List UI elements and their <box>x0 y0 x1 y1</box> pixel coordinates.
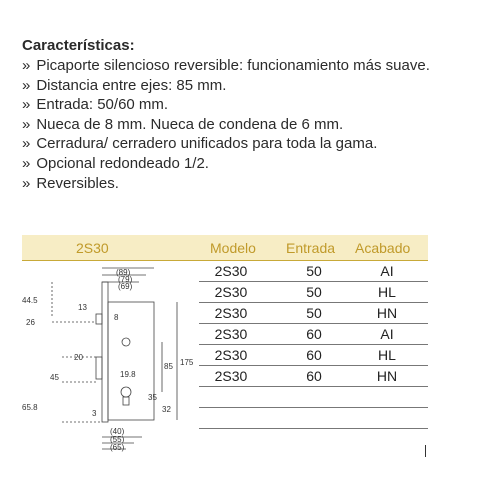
dim-label: 26 <box>26 318 35 327</box>
table-row <box>199 345 428 366</box>
cell-acabado: HL <box>378 347 396 363</box>
dim-label: 32 <box>162 405 171 414</box>
text-cursor <box>425 445 426 457</box>
dim-label: 175 <box>180 358 194 367</box>
lock-dimension-diagram <box>22 262 192 457</box>
bullet-mark: » <box>22 174 31 192</box>
dim-label: 19.8 <box>120 370 136 379</box>
feature-text: Opcional redondeado 1/2. <box>36 154 209 172</box>
dim-label: 3 <box>92 409 97 418</box>
cell-acabado: HL <box>378 284 396 300</box>
table-row <box>199 282 428 303</box>
cell-modelo: 2S30 <box>214 347 248 363</box>
bullet-mark: » <box>22 135 31 153</box>
feature-item <box>22 174 492 194</box>
cell-acabado: HN <box>376 368 398 384</box>
table-row-empty <box>199 387 428 408</box>
feature-text: Cerradura/ cerradero unificados para toda la gama. <box>36 135 378 153</box>
table-row-empty <box>199 408 428 429</box>
dim-label: 35 <box>148 393 157 402</box>
dim-label: 8 <box>114 313 119 322</box>
model-code-header: 2S30 <box>76 240 109 256</box>
bullet-mark: » <box>22 76 31 94</box>
table-row <box>199 324 428 345</box>
dim-label: (69) <box>118 282 133 291</box>
bullet-mark: » <box>22 96 31 114</box>
dim-label: 20 <box>74 353 83 362</box>
column-header-modelo: Modelo <box>210 240 256 256</box>
cell-acabado: AI <box>380 263 394 279</box>
feature-text: Entrada: 50/60 mm. <box>36 96 169 114</box>
deadbolt <box>96 357 102 379</box>
feature-item <box>22 154 492 174</box>
dim-label: 65.8 <box>22 403 38 412</box>
front-plate <box>102 282 108 422</box>
dim-label: (40) <box>110 427 125 436</box>
cell-acabado: AI <box>380 326 394 342</box>
feature-item <box>22 56 492 76</box>
cell-entrada: 50 <box>306 305 322 321</box>
spindle-hole <box>122 338 130 346</box>
dim-label: (65) <box>110 443 125 452</box>
latch <box>96 314 102 324</box>
table-row <box>199 366 428 387</box>
dim-label: (55) <box>110 435 125 444</box>
cell-modelo: 2S30 <box>214 263 248 279</box>
feature-text: Distancia entre ejes: 85 mm. <box>36 76 227 94</box>
spec-table-header <box>22 235 428 261</box>
dim-label: 44.5 <box>22 296 38 305</box>
feature-item <box>22 115 492 135</box>
dim-label: 45 <box>50 373 59 382</box>
cell-entrada: 60 <box>306 368 322 384</box>
table-row <box>199 303 428 324</box>
feature-item <box>22 76 492 96</box>
cell-acabado: HN <box>376 305 398 321</box>
bullet-mark: » <box>22 115 31 133</box>
cylinder-hole <box>121 387 131 397</box>
features-heading: Características: <box>22 37 135 54</box>
bullet-mark: » <box>22 154 31 172</box>
feature-text: Nueca de 8 mm. Nueca de condena de 6 mm. <box>36 115 344 133</box>
cell-entrada: 50 <box>306 284 322 300</box>
bullet-mark: » <box>22 57 31 74</box>
cell-modelo: 2S30 <box>214 305 248 321</box>
feature-item <box>22 134 492 154</box>
dim-label: (79) <box>118 275 133 284</box>
feature-text: Picaporte silencioso reversible: funcionamiento más suave. <box>36 57 430 74</box>
cell-modelo: 2S30 <box>214 368 248 384</box>
cell-modelo: 2S30 <box>214 326 248 342</box>
dim-label: 13 <box>78 303 87 312</box>
features-section <box>22 36 492 193</box>
column-header-acabado: Acabado <box>355 240 411 256</box>
dim-label: (89) <box>116 268 131 277</box>
dim-label: 85 <box>164 362 173 371</box>
feature-text: Reversibles. <box>36 174 119 192</box>
cell-entrada: 60 <box>306 326 322 342</box>
table-row <box>199 261 428 282</box>
cell-entrada: 50 <box>306 263 322 279</box>
column-header-entrada: Entrada <box>286 240 336 256</box>
feature-item <box>22 95 492 115</box>
table-row-empty <box>199 429 428 449</box>
cell-entrada: 60 <box>306 347 322 363</box>
cell-modelo: 2S30 <box>214 284 248 300</box>
